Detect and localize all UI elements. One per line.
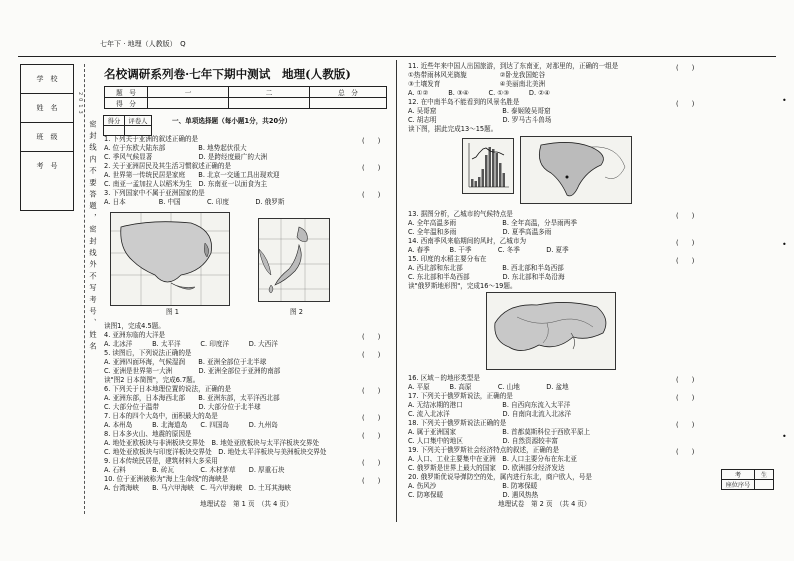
page-title: 名校调研系列卷·七年下期中测试 地理(人教版) [104,67,351,81]
question-line: A. 伤风沙 B. 防寒保暖 [408,482,538,490]
question-line: 8. 日本多火山、地震的原因是 [104,430,192,438]
question-line: A. ①② B. ③④ C. ①③ D. ②④ [408,89,551,97]
russia-map-figure [486,292,616,370]
question-line: 7. 日本的四个大岛中，面积最大的岛是 [104,412,218,420]
figure-1-label: 图 1 [166,308,179,316]
question-line: A. 日本 B. 中国 C. 印度 D. 俄罗斯 [104,198,285,206]
question-line: 18. 下列关于俄罗斯说法正确的是 [408,419,507,427]
figure-2-label: 图 2 [290,308,303,316]
side-code: 2013 [77,92,83,117]
header-rule [18,56,776,57]
scorer-cell[interactable] [125,126,152,136]
answer-paren[interactable]: ( ) [362,164,381,172]
question-line: A. 北冰洋 B. 太平洋 C. 印度洋 D. 大西洋 [104,340,278,348]
field-exam-number[interactable]: 考 号 [36,162,58,170]
score-cell[interactable] [229,98,310,109]
question-line: 15. 印度的水稻主要分布在 [408,255,487,263]
scorer-label: 评卷人 [125,116,152,126]
question-line: 14. 西南季风来临期间的风时，乙城市为 [408,237,527,245]
margin-dot: • [782,240,787,249]
answer-paren[interactable]: ( ) [362,191,381,199]
seat-label: 考 [722,470,755,480]
question-line: A. 吴哥窟 B. 泰姬陵吴哥窟 [408,107,551,115]
question-line: C. 人口集中的地区 D. 自然资源较丰富 [408,437,558,445]
section-heading: 一、单项选择题（每小题1分，共20分） [172,117,292,125]
question-line: A. 西北部和东北部 B. 西北部和半岛西部 [408,264,564,272]
question-line: C. 俄罗斯是世界上最大的国家 D. 欧洲部分经济发达 [408,464,565,472]
field-name[interactable]: 姓 名 [21,94,73,123]
question-line: 4. 亚洲东临的大洋是 [104,331,166,339]
answer-paren[interactable]: ( ) [676,421,695,429]
running-header: 七年下 · 地理（人教版） Q [100,40,186,48]
question-line: C. 东北部和半岛西部 D. 东北部和半岛沿海 [408,273,565,281]
question-line: C. 大部分位于温带 D. 大部分位于北半球 [104,403,261,411]
score-header-cell: 一 [148,87,229,98]
score-header-cell: 总 分 [310,87,387,98]
answer-paren[interactable]: ( ) [676,100,695,108]
question-line: 读下图，据此完成13～15题。 [408,125,498,133]
answer-paren[interactable]: ( ) [362,387,381,395]
question-line: 1. 下列关于亚洲的叙述正确的是 [104,135,199,143]
question-line: 6. 下列关于日本地理位置的说法，正确的是 [104,385,232,393]
scorer-cell[interactable] [104,126,125,136]
score-row-label: 得 分 [105,98,148,109]
question-line: A. 世界第一传统民居是家庭 B. 北京一交通工具出现欢迎 [104,171,280,179]
question-line: A. 台湾海峡 B. 马六甲海峡 C. 马六甲海峡 D. 土耳其海峡 [104,484,292,492]
question-line: C. 地处亚欧板块与印度洋板块交界处 D. 地处太平洋板块与美洲板块交界处 [104,448,327,456]
student-info-box [20,64,74,211]
question-line: 12. 在中南半岛不能看到的风景名胜是 [408,98,520,106]
answer-paren[interactable]: ( ) [362,333,381,341]
scorer-table [103,115,152,136]
answer-paren[interactable]: ( ) [362,414,381,422]
india-map-figure [520,136,632,204]
question-line: 读"俄罗斯地形图"，完成16～19题。 [408,282,517,290]
question-line: A. 石料 B. 砖瓦 C. 木材茅草 D. 厚重石块 [104,466,285,474]
answer-paren[interactable]: ( ) [676,257,695,265]
japan-map-figure [258,218,330,302]
question-line: ①热带雨林风光旖旎 ②卧龙我国蛇谷 [408,71,546,79]
question-line: A. 本州岛 B. 北海道岛 C. 四国岛 D. 九州岛 [104,421,278,429]
right-questions-top [408,62,618,134]
column-divider [396,60,397,522]
answer-paren[interactable]: ( ) [362,351,381,359]
answer-paren[interactable]: ( ) [362,459,381,467]
score-header-cell: 二 [229,87,310,98]
question-line: A. 地处亚欧板块与非洲板块交界处 B. 地处亚欧板块与太平洋板块交界处 [104,439,320,447]
right-questions-bottom [408,374,592,500]
left-questions-bottom [104,322,326,493]
left-questions-top [104,135,284,207]
seat-number-table [721,469,774,490]
question-line: 20. 俄罗斯优说导弹防空的处，属内进行东北，商户欧人，号是 [408,473,593,481]
question-line: A. 平原 B. 高原 C. 山地 D. 盆地 [408,383,569,391]
question-line: ③土壤发育 ④美丽南北美洲 [408,80,546,88]
question-line: C. 全年温和多雨 D. 夏季高温多雨 [408,228,552,236]
question-line: 5. 读图后，下列说法正确的是 [104,349,192,357]
question-line: A. 无结冰期的港口 B. 自西向东流入太平洋 [408,401,571,409]
right-page-footer: 地理试卷 第 2 页 （共 4 页） [498,500,591,508]
question-line: C. 南亚一孟加拉人以稻米为生 D. 东南亚一以面食为主 [104,180,268,188]
question-line: A. 全年高温多雨 B. 全年高温，分旱雨两季 [408,219,577,227]
field-class[interactable]: 班 级 [21,123,73,152]
question-line: A. 属于亚洲国家 B. 首都莫斯科位于西欧平原上 [408,428,591,436]
seal-line [84,64,85,514]
answer-paren[interactable]: ( ) [362,432,381,440]
question-line: 16. 区域ㄧ的地形类型是 [408,374,480,382]
score-header-cell: 题 号 [105,87,148,98]
question-line: C. 亚洲是世界第一大洲 D. 亚洲全部位于亚洲的南部 [104,367,281,375]
seat-label: 生 [755,470,774,480]
question-line: C. 流入北冰洋 D. 自南向北流入北冰洋 [408,410,572,418]
right-questions-mid [408,210,577,291]
question-line: 11. 近些年来中国人出国旅游，到达了东南亚，对那里的，正确的一组是 [408,62,619,70]
seat-label: 座位序号 [722,480,755,490]
margin-dot: • [782,432,787,441]
score-table [104,86,387,109]
question-line: A. 春季 B. 干季 C. 冬季 D. 夏季 [408,246,569,254]
climate-chart-figure [462,138,514,194]
question-line: 13. 据图分析，乙城市的气候特点是 [408,210,513,218]
seal-text: 密封线内不要答题，密封线外不写考号、姓名 [89,120,98,354]
question-line: A. 人口、工业主要集中在亚洲 B. 人口主要分布在东北亚 [408,455,577,463]
question-line: 2. 关于亚洲居民及其生活习惯叙述正确的是 [104,162,232,170]
question-line: 10. 位于亚洲被称为"海上生命线"的海峡是 [104,475,229,483]
question-line: C. 胡志明 D. 罗马古斗兽场 [408,116,552,124]
asia-map-figure [110,212,230,306]
field-school[interactable]: 学 校 [21,65,73,94]
answer-paren[interactable]: ( ) [362,137,381,145]
question-line: A. 位于东欧大陆东部 B. 地势起伏很大 [104,144,247,152]
question-line: 17. 下列关于俄罗斯说法，正确的是 [408,392,513,400]
question-line: 读"图2 日本简图"，完成6.7题。 [104,376,200,384]
answer-paren[interactable]: ( ) [676,239,695,247]
left-page-footer: 地理试卷 第 1 页 （共 4 页） [200,500,293,508]
question-line: 读图1，完成4.5题。 [104,322,165,330]
question-line: C. 防寒保暖 D. 遇风热热 [408,491,539,499]
question-line: A. 亚洲东部，日本海西北部 B. 亚洲东部，太平洋西北部 [104,394,280,402]
answer-paren[interactable]: ( ) [676,448,695,456]
answer-paren[interactable]: ( ) [676,64,695,72]
seat-number-cell[interactable] [755,480,774,490]
margin-dot: • [782,96,787,105]
question-line: 9. 日本传统民居是，建筑材料大多采用 [104,457,218,465]
question-line: 3. 下列国家中不属于亚洲国家的是 [104,189,205,197]
scorer-label: 得分 [104,116,125,126]
score-cell[interactable] [310,98,387,109]
answer-paren[interactable]: ( ) [676,376,695,384]
score-cell[interactable] [148,98,229,109]
answer-paren[interactable]: ( ) [676,394,695,402]
question-line: C. 季风气候显著 D. 是跨经度最广的大洲 [104,153,268,161]
answer-paren[interactable]: ( ) [362,477,381,485]
question-line: A. 亚洲四面环海，气候湿润 B. 亚洲全部位于北半球 [104,358,267,366]
answer-paren[interactable]: ( ) [676,212,695,220]
question-line: 19. 下列关于俄罗斯社会经济特点的叙述，正确的是 [408,446,560,454]
